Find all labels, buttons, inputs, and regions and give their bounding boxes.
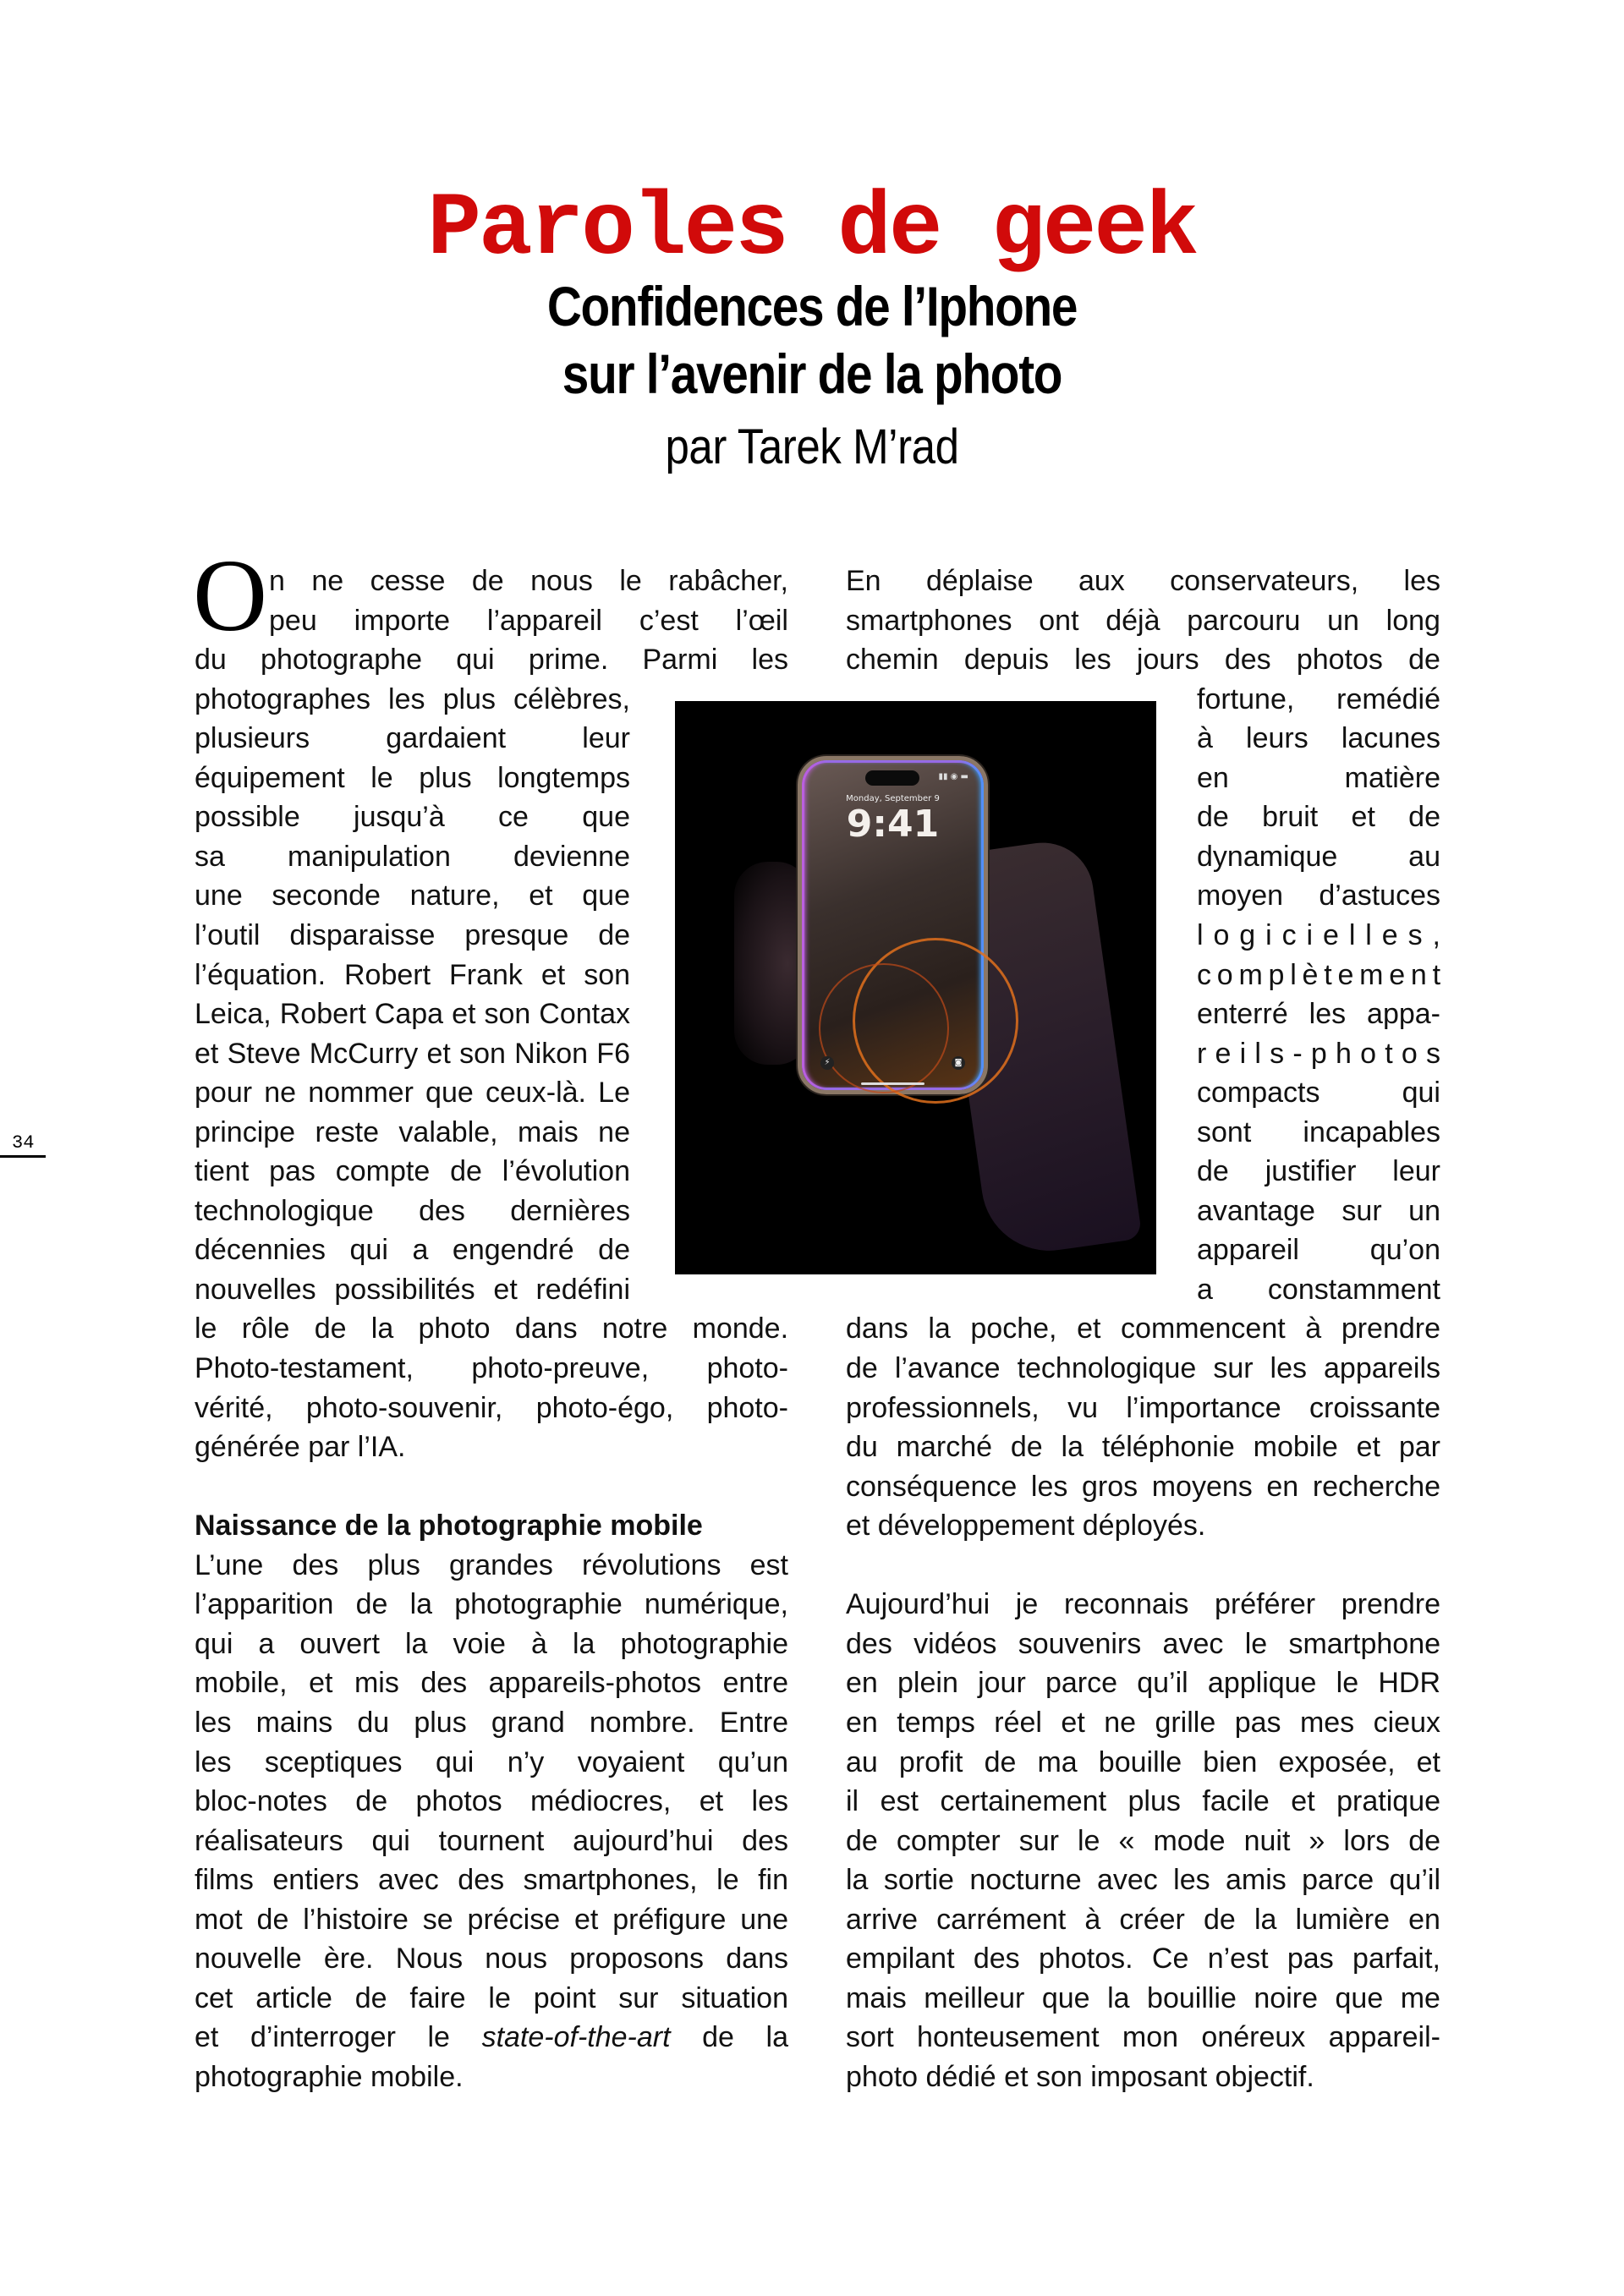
- home-indicator: [861, 1082, 924, 1085]
- paragraph-line: mot de l’histoire se précise et préfigure une: [195, 1903, 788, 1936]
- paragraph-line: dynamique au: [1197, 840, 1440, 873]
- paragraph-line: n ne cesse de nous le rabâcher,: [269, 565, 788, 597]
- paragraph-line: Leica, Robert Capa et son Contax: [195, 998, 630, 1031]
- paragraph-line: complètement: [1197, 958, 1446, 991]
- paragraph-line: nouvelle ère. Nous nous proposons dans: [195, 1943, 788, 1975]
- paragraph-line: pour ne nommer que ceux-là. Le: [195, 1077, 630, 1110]
- paragraph-line: fortune, remédié: [1197, 682, 1440, 715]
- paragraph-line: moyen d’astuces: [1197, 879, 1440, 912]
- paragraph-line: en plein jour parce qu’il applique le HDR: [846, 1667, 1441, 1700]
- paragraph-line: possible jusqu’à ce que: [195, 801, 630, 834]
- paragraph-line: il est certainement plus facile et pratique: [846, 1785, 1441, 1818]
- paragraph-line: conséquence les gros moyens en recherche: [846, 1470, 1441, 1503]
- paragraph-line: plusieurs gardaient leur: [195, 722, 630, 755]
- paragraph-line: chemin depuis les jours des photos de: [846, 644, 1440, 677]
- paragraph-line: réalisateurs qui tournent aujourd’hui des: [195, 1824, 788, 1857]
- paragraph-line: et développement déployés.: [846, 1510, 1206, 1543]
- paragraph-line: L’une des plus grandes révolutions est: [195, 1548, 788, 1581]
- paragraph-line: à leurs lacunes: [1197, 722, 1441, 755]
- paragraph-line: arrive carrément à créer de la lumière en: [846, 1903, 1440, 1936]
- paragraph-line: peu importe l’appareil c’est l’œil: [269, 604, 788, 637]
- paragraph-line: et Steve McCurry et son Nikon F6: [195, 1037, 630, 1070]
- paragraph-line: de bruit et de: [1197, 801, 1440, 834]
- paragraph-line: mais meilleur que la bouillie noire que me: [846, 1981, 1440, 2014]
- paragraph-line: de compter sur le « mode nuit » lors de: [846, 1824, 1441, 1857]
- lockscreen-time: 9:41: [846, 803, 940, 846]
- paragraph-line: le rôle de la photo dans notre monde.: [195, 1312, 789, 1345]
- paragraph-line: technologique des dernières: [195, 1194, 630, 1227]
- page-number-rule: [0, 1155, 46, 1158]
- paragraph-line: reils-photos: [1197, 1037, 1450, 1070]
- section-kicker: Paroles de geek: [427, 178, 1197, 280]
- paragraph-line: une seconde nature, et que: [195, 879, 630, 912]
- camera-icon: ◙: [952, 1056, 965, 1070]
- paragraph-line: tient pas compte de l’évolution: [195, 1155, 630, 1188]
- iphone-photo: [675, 701, 1156, 1274]
- paragraph-line: Aujourd’hui je reconnais préférer prendre: [846, 1588, 1440, 1621]
- paragraph-line: générée par l’IA.: [195, 1431, 406, 1464]
- paragraph-line: sa manipulation devienne: [195, 840, 631, 873]
- paragraph-line: avantage sur un: [1197, 1194, 1441, 1227]
- paragraph-line: a constamment: [1197, 1273, 1440, 1306]
- dynamic-island: [865, 770, 919, 786]
- byline: par Tarek M’rad: [665, 419, 959, 474]
- paragraph-line: films entiers avec des smartphones, le fin: [195, 1864, 789, 1897]
- paragraph-line: de justifier leur: [1197, 1155, 1440, 1188]
- text-run: et d’interroger le: [195, 2021, 482, 2054]
- paragraph-line: l’apparition de la photographie numérique,: [195, 1588, 788, 1621]
- paragraph-line: qui a ouvert la voie à la photographie: [195, 1627, 789, 1660]
- paragraph-line: l’équation. Robert Frank et son: [195, 958, 631, 991]
- paragraph-line: En déplaise aux conservateurs, les: [846, 565, 1440, 597]
- paragraph-line: Photo-testament, photo-preuve, photo-: [195, 1352, 788, 1384]
- paragraph-line: enterré les appa-: [1197, 998, 1441, 1031]
- paragraph-line: photographes les plus célèbres,: [195, 682, 631, 715]
- page-number: 34: [12, 1132, 35, 1153]
- paragraph-line: en matière: [1197, 761, 1440, 794]
- paragraph-line: bloc-notes de photos médiocres, et les: [195, 1785, 789, 1818]
- iphone-device: [798, 756, 988, 1094]
- paragraph-line: vérité, photo-souvenir, photo-égo, photo-: [195, 1391, 788, 1424]
- paragraph-line: mobile, et mis des appareils-photos entre: [195, 1667, 789, 1700]
- paragraph-line: cet article de faire le point sur situation: [195, 1981, 788, 2014]
- paragraph-line: empilant des photos. Ce n’est pas parfait,: [846, 1943, 1440, 1975]
- paragraph-line: sort honteusement mon onéreux appareil-: [846, 2021, 1440, 2054]
- article-title-line-1: Confidences de l’Iphone: [546, 275, 1078, 337]
- section-subheading: Naissance de la photographie mobile: [195, 1510, 703, 1543]
- paragraph-line: du photographe qui prime. Parmi les: [195, 644, 788, 677]
- paragraph-line: photo dédié et son imposant objectif.: [846, 2060, 1314, 2093]
- paragraph-line: des vidéos souvenirs avec le smartphone: [846, 1627, 1441, 1660]
- paragraph-line: photographie mobile.: [195, 2060, 464, 2093]
- paragraph-line: dans la poche, et commencent à prendre: [846, 1312, 1441, 1345]
- paragraph-line: équipement le plus longtemps: [195, 761, 630, 794]
- paragraph-line: du marché de la téléphonie mobile et par: [846, 1431, 1440, 1464]
- paragraph-line: appareil qu’on: [1197, 1234, 1440, 1267]
- flashlight-icon: ⚡: [820, 1056, 834, 1070]
- paragraph-line: l’outil disparaisse presque de: [195, 918, 631, 951]
- status-bar-icons: ▮▮ ◉ ▬: [938, 772, 968, 781]
- italic-term: state-of-the-art: [481, 2021, 671, 2054]
- paragraph-line: de l’avance technologique sur les appareils: [846, 1352, 1441, 1384]
- lockscreen-date: Monday, September 9: [846, 794, 940, 803]
- paragraph-line: au profit de ma bouille bien exposée, et: [846, 1745, 1440, 1778]
- paragraph-line: décennies qui a engendré de: [195, 1234, 630, 1267]
- paragraph-line: les sceptiques qui n’y voyaient qu’un: [195, 1745, 789, 1778]
- paragraph-line: sont incapables: [1197, 1115, 1440, 1148]
- paragraph-line: nouvelles possibilités et redéfini: [195, 1273, 630, 1306]
- wallpaper-arc: [819, 963, 949, 1093]
- paragraph-line: logicielles,: [1197, 918, 1451, 951]
- paragraph-line: en temps réel et ne grille pas mes cieux: [846, 1706, 1440, 1739]
- paragraph-line: smartphones ont déjà parcouru un long: [846, 604, 1440, 637]
- article-title-line-2: sur l’avenir de la photo: [562, 342, 1062, 405]
- paragraph-line: [195, 2018, 788, 2057]
- text-run: de la: [702, 2021, 789, 2054]
- paragraph-line: compacts qui: [1197, 1077, 1440, 1110]
- paragraph-line: les mains du plus grand nombre. Entre: [195, 1706, 788, 1739]
- paragraph-line: professionnels, vu l’importance croissante: [846, 1391, 1440, 1424]
- paragraph-line: principe reste valable, mais ne: [195, 1115, 630, 1148]
- drop-cap: O: [193, 539, 268, 653]
- paragraph-line: la sortie nocturne avec les amis parce qu’il: [846, 1864, 1441, 1897]
